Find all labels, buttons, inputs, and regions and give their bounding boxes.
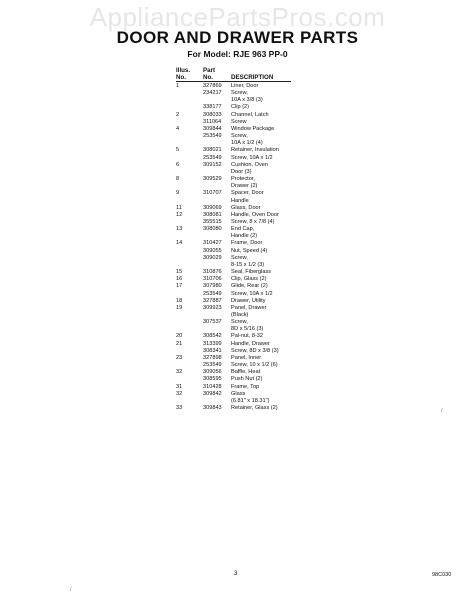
illus-number: 20	[176, 333, 183, 340]
part-description: 10A x 1/2 (4)	[231, 140, 263, 147]
part-description: Clip, Glass (2)	[231, 276, 267, 283]
part-number: 327898	[203, 354, 222, 361]
parts-row	[176, 104, 376, 111]
parts-row	[176, 262, 376, 269]
parts-row	[176, 248, 376, 255]
part-description: Protector,	[231, 176, 255, 183]
part-description: Push Nut (2)	[231, 376, 263, 383]
part-description: Glass, Door	[231, 204, 261, 211]
part-description: Retainer, Insulation	[231, 147, 279, 154]
scan-mark: /	[70, 587, 72, 593]
header-illus-line2: No.	[176, 74, 186, 81]
illus-number: 18	[176, 297, 183, 304]
illus-number: 1	[176, 83, 180, 89]
part-description: Frame, Door	[231, 240, 263, 247]
part-description: Screw, 10A x 1/2	[231, 290, 273, 297]
header-part-line2: No.	[203, 74, 213, 81]
part-description: Screw,	[231, 133, 248, 140]
page-number: 3	[234, 571, 238, 577]
parts-row	[176, 333, 376, 340]
part-description: (Black)	[231, 312, 249, 318]
part-number: 310876	[203, 269, 222, 276]
parts-row	[176, 369, 376, 376]
part-number: 309055	[203, 247, 222, 254]
header-illus	[176, 67, 190, 81]
part-number: 253549	[203, 133, 222, 140]
illus-number: 15	[176, 269, 183, 276]
parts-row	[176, 355, 376, 362]
part-number: 309029	[203, 254, 222, 261]
illus-number: 33	[176, 405, 183, 412]
illus-number: 14	[176, 240, 183, 247]
part-description: Spacer, Door	[231, 190, 264, 197]
parts-row	[176, 162, 376, 169]
header-illus-line1: Illus.	[176, 67, 191, 74]
part-description: Screw, 10A x 1/2	[231, 154, 273, 161]
part-description: Frame, Top	[231, 383, 260, 390]
part-description: Window Package	[231, 125, 275, 132]
parts-row	[176, 83, 376, 90]
part-number: 309529	[203, 176, 222, 183]
part-description: Retainer, Glass (2)	[231, 405, 278, 412]
illus-number: 12	[176, 211, 183, 218]
parts-row	[176, 298, 376, 305]
part-description: Handle, Oven Door	[231, 211, 279, 218]
parts-row	[176, 305, 376, 312]
illus-number: 6	[176, 161, 180, 168]
part-description: Glide, Rear (2)	[231, 283, 268, 290]
model-subtitle: For Model: RJE 963 PP-0	[187, 49, 288, 59]
parts-row	[176, 183, 376, 190]
part-number: 310707	[203, 190, 222, 197]
parts-row	[176, 226, 376, 233]
parts-row	[176, 398, 376, 405]
parts-row	[176, 326, 376, 333]
parts-row	[176, 219, 376, 226]
parts-row	[176, 240, 376, 247]
part-description: Door (3)	[231, 168, 252, 175]
illus-number: 16	[176, 276, 183, 283]
parts-row	[176, 133, 376, 140]
part-number: 308542	[203, 333, 222, 340]
parts-list	[176, 83, 376, 412]
part-number: 327887	[203, 297, 222, 304]
parts-row	[176, 276, 376, 283]
part-description: Panel, Drawer	[231, 304, 267, 311]
parts-row	[176, 362, 376, 369]
parts-row	[176, 205, 376, 212]
header-part-line1: Part	[203, 67, 216, 74]
part-number: 309844	[203, 125, 222, 132]
part-number: 234217	[203, 90, 222, 97]
part-number: 310427	[203, 240, 222, 247]
part-description: 8-15 x 1/2 (3)	[231, 261, 265, 268]
illus-number: 2	[176, 111, 180, 118]
part-description: Screw	[231, 118, 247, 125]
part-description: Screw,	[231, 254, 248, 261]
part-description: Screw,	[231, 90, 248, 97]
illus-number: 17	[176, 283, 183, 290]
part-description: Drawer (2)	[231, 183, 258, 190]
parts-row	[176, 198, 376, 205]
illus-number: 32	[176, 369, 183, 376]
parts-row	[176, 119, 376, 126]
parts-row	[176, 233, 376, 240]
illus-number: 13	[176, 226, 183, 233]
illus-number: 11	[176, 204, 182, 211]
parts-row	[176, 255, 376, 262]
part-description: Handle	[231, 197, 249, 204]
part-description: Glass	[231, 390, 246, 397]
part-description: Baffle, Heat	[231, 369, 261, 376]
part-description: 10A x 3/8 (3)	[231, 97, 263, 104]
part-number: 310706	[203, 276, 222, 283]
part-number: 253549	[203, 154, 222, 161]
header-part	[203, 67, 215, 81]
parts-row	[176, 384, 376, 391]
parts-row	[176, 348, 376, 355]
part-number: 308033	[203, 111, 222, 118]
part-number: 309069	[203, 204, 222, 211]
parts-row	[176, 97, 376, 104]
parts-row	[176, 212, 376, 219]
parts-row	[176, 376, 376, 383]
parts-row	[176, 190, 376, 197]
part-number: 307980	[203, 283, 222, 290]
part-number: 253549	[203, 290, 222, 297]
part-number: 308341	[203, 347, 222, 354]
illus-number: 21	[176, 340, 183, 347]
parts-row	[176, 147, 376, 154]
header-rule	[176, 81, 291, 82]
part-number: 309842	[203, 390, 222, 397]
parts-row	[176, 169, 376, 176]
part-description: Channel, Latch	[231, 111, 269, 118]
part-description: Cushion, Oven	[231, 161, 269, 168]
part-number: 308081	[203, 211, 222, 218]
parts-row	[176, 291, 376, 298]
part-description: Drawer, Utility	[231, 297, 266, 304]
parts-row	[176, 405, 376, 412]
part-number: 338177	[203, 104, 222, 111]
part-description: Seal, Fiberglass	[231, 269, 272, 276]
parts-row	[176, 312, 376, 319]
illus-number: 5	[176, 147, 180, 154]
part-description: Screw, 10 x 1/2 (6)	[231, 362, 278, 369]
part-description: Screw, 8D x 3/8 (3)	[231, 347, 279, 354]
part-number: 310428	[203, 383, 222, 390]
illus-number: 8	[176, 176, 180, 183]
illus-number: 4	[176, 125, 180, 132]
part-description: Clip (2)	[231, 104, 250, 111]
part-number: 308080	[203, 226, 222, 233]
illus-number: 19	[176, 304, 183, 311]
part-description: Liner, Door	[231, 83, 259, 89]
parts-row	[176, 319, 376, 326]
part-number: 308021	[203, 147, 222, 154]
part-description: (6.81" x 18.31")	[231, 397, 270, 404]
illus-number: 9	[176, 190, 180, 197]
illus-number: 23	[176, 354, 183, 361]
parts-row	[176, 269, 376, 276]
parts-row	[176, 112, 376, 119]
scan-mark: /	[441, 408, 443, 414]
part-number: 308595	[203, 376, 222, 383]
page-code: 98C030	[432, 572, 452, 578]
parts-row	[176, 176, 376, 183]
part-number: 253549	[203, 362, 222, 369]
parts-row	[176, 283, 376, 290]
part-description: Screw,	[231, 319, 248, 326]
parts-row	[176, 90, 376, 97]
parts-row	[176, 391, 376, 398]
illus-number: 32	[176, 390, 183, 397]
part-number: 309923	[203, 304, 222, 311]
part-description: 8D x 5/16 (3)	[231, 326, 264, 333]
part-description: Panel, Inner	[231, 354, 262, 361]
part-number: 313399	[203, 340, 222, 347]
part-number: 309152	[203, 161, 222, 168]
part-number: 309843	[203, 405, 222, 412]
part-number: 311064	[203, 118, 222, 125]
part-description: Handle (2)	[231, 233, 258, 240]
part-description: Pal-nut, 8-32	[231, 333, 264, 340]
header-description: DESCRIPTION	[231, 74, 274, 81]
page-title: DOOR AND DRAWER PARTS	[116, 28, 359, 47]
part-description: Handle, Drawer	[231, 340, 270, 347]
parts-row	[176, 341, 376, 348]
parts-row	[176, 140, 376, 147]
parts-row	[176, 126, 376, 133]
parts-row	[176, 155, 376, 162]
part-description: Screw, 8 x 7/8 (4)	[231, 218, 275, 225]
part-description: End Cap,	[231, 226, 255, 233]
part-number: 309056	[203, 369, 222, 376]
part-number: 355515	[203, 218, 222, 225]
part-number: 307537	[203, 319, 222, 326]
part-number: 327869	[203, 83, 222, 89]
illus-number: 31	[176, 383, 183, 390]
watermark: AppliancePartsPros.com	[89, 2, 386, 32]
part-description: Nut, Speed (4)	[231, 247, 268, 254]
